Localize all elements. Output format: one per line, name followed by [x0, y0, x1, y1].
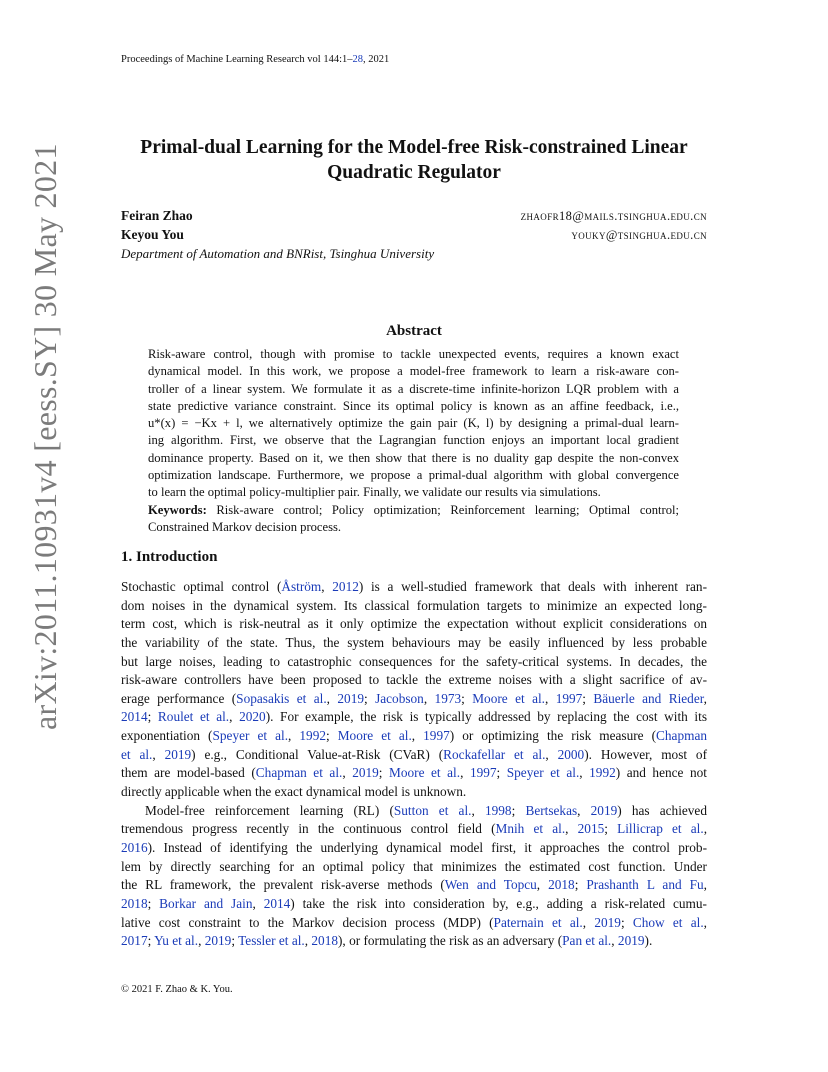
text-run: , — [703, 877, 707, 893]
text-run: , — [703, 914, 707, 930]
citation-link[interactable]: 2018 — [548, 877, 575, 893]
text-line — [121, 895, 707, 914]
citation-link[interactable]: 2016 — [121, 839, 148, 855]
author-email[interactable]: youky@tsinghua.edu.cn — [571, 228, 707, 242]
text-run: them are model-based ( — [121, 765, 256, 781]
citation-link[interactable]: Wen and Topcu — [444, 877, 537, 893]
abstract-line: to learn the optimal policy-multiplier pair. Finally, we validate our results via simulations. — [148, 485, 601, 500]
citation-link[interactable]: 2019 — [352, 765, 379, 781]
citation-link[interactable]: 2019 — [337, 690, 364, 706]
abstract-body — [148, 346, 679, 536]
text-run: ), or formulating the risk as an adversary ( — [338, 933, 563, 949]
text-run: ; — [604, 821, 618, 837]
citation-link[interactable]: 2018 — [121, 895, 148, 911]
affiliation: Department of Automation and BNRist, Tsinghua University — [121, 246, 435, 261]
citation-link[interactable]: Speyer et al. — [506, 765, 580, 781]
citation-link[interactable]: Pan et al. — [562, 933, 612, 949]
text-line — [121, 932, 707, 951]
text-line — [121, 839, 707, 858]
text-line — [121, 746, 707, 765]
abstract-line: dominance property. Based on it, we then show that there is no duality gap despite the non-convex — [148, 450, 679, 465]
text-run: lative cost constraint to the Markov decision process (MDP) ( — [121, 914, 494, 930]
citation-link[interactable]: et al. — [121, 746, 153, 762]
text-run: term cost, which is risk-neutral as it only optimize the expectation without explicit considerations on — [121, 616, 707, 632]
citation-link[interactable]: Jacobson — [375, 690, 424, 706]
text-run: , — [536, 877, 549, 893]
citation-link[interactable]: 2019 — [590, 802, 618, 818]
citation-link[interactable]: 1997 — [555, 690, 583, 706]
section-heading-introduction: 1. Introduction — [121, 549, 218, 565]
citation-link[interactable]: 1998 — [484, 802, 512, 818]
citation-link[interactable]: Paternain et al. — [493, 914, 583, 930]
text-line — [121, 783, 707, 802]
text-run: , — [342, 765, 353, 781]
text-run: , — [471, 802, 485, 818]
citation-link[interactable]: 2019 — [164, 746, 192, 762]
text-run: ; — [147, 933, 155, 949]
citation-link[interactable]: 2012 — [332, 579, 359, 594]
text-run: , — [229, 709, 240, 725]
text-run: , — [198, 933, 205, 949]
citation-link[interactable]: Borkar and Jain — [159, 895, 253, 911]
text-run: ). Instead of identifying the underlying dynamical model first, it approaches the control prob- — [147, 839, 707, 855]
text-run: , — [288, 728, 300, 744]
text-run: ; — [511, 802, 526, 818]
title-line-1: Primal-dual Learning for the Model-free Risk-constrained Linear — [140, 137, 688, 158]
introduction-body — [121, 578, 707, 951]
citation-link[interactable]: Chow et al. — [632, 914, 704, 930]
text-run: , — [544, 690, 556, 706]
text-run: , — [423, 690, 435, 706]
citation-link[interactable]: Moore et al. — [389, 765, 461, 781]
abstract-line: troller of a linear system. We formulate it as a discrete-time infinite-horizon LQR problem with a — [148, 381, 679, 396]
page-range-link[interactable]: 28 — [352, 54, 364, 65]
abstract-line: state predictive variance constraint. Since its optimal policy is known as an affine feedback, i.e., — [148, 398, 679, 413]
text-run: Stochastic optimal control ( — [121, 579, 282, 594]
text-run: , — [326, 690, 338, 706]
author-1 — [121, 208, 707, 226]
text-run: the variability of the state. Thus, the system behaviours may be easily influenced by less probable — [121, 634, 707, 650]
text-run: ) e.g., Conditional Value-at-Risk (CVaR) ( — [191, 746, 444, 762]
author-2 — [121, 227, 707, 245]
text-run: dom noises in the dynamical system. Its classical formulation targets to minimize an expected long- — [121, 597, 707, 613]
citation-link[interactable]: 2015 — [577, 821, 605, 837]
abstract-line: Risk-aware control, though with promise to tackle unexpected events, requires a known exact — [148, 347, 679, 361]
citation-link[interactable]: Sopasakis et al. — [236, 690, 327, 706]
text-line — [121, 876, 707, 895]
arxiv-sidebar-stamp: arXiv:2011.10931v4 [eess.SY] 30 May 2021 — [27, 143, 63, 730]
text-run: ; — [496, 765, 507, 781]
text-run: , — [545, 746, 558, 762]
author-name: Feiran Zhao — [121, 208, 193, 223]
paper-title — [121, 135, 707, 185]
text-run: but large noises, leading to catastrophic consequences for the safety-critical systems. In decades, the — [121, 653, 707, 669]
keywords-line: Constrained Markov decision process. — [148, 519, 342, 534]
text-run: ). For example, the risk is typically addressed by replacing the cost with its — [265, 709, 707, 725]
text-run: ). — [644, 933, 653, 949]
citation-link[interactable]: 2014 — [263, 895, 291, 911]
citation-link[interactable]: Bertsekas — [525, 802, 578, 818]
keywords-label: Keywords: — [148, 502, 207, 517]
citation-link[interactable]: 1992 — [299, 728, 326, 744]
citation-link[interactable]: 1997 — [423, 728, 450, 744]
text-line — [121, 671, 707, 690]
author-name: Keyou You — [121, 227, 184, 242]
text-run: , — [460, 765, 470, 781]
text-run: , — [579, 765, 590, 781]
text-run: ; — [582, 690, 594, 706]
text-run: ). However, most of — [584, 746, 708, 762]
citation-link[interactable]: 1992 — [589, 765, 616, 781]
text-run: lem by directly searching for an optimal policy that minimizes the estimated cost function. Under — [121, 858, 707, 874]
citation-link[interactable]: Moore et al. — [337, 728, 412, 744]
title-line-2: Quadratic Regulator — [327, 162, 501, 183]
header-text: Proceedings of Machine Learning Research vol 144:1– — [121, 54, 353, 65]
author-email[interactable]: zhaofr18@mails.tsinghua.edu.cn — [520, 209, 707, 223]
keywords-line — [148, 502, 679, 519]
text-line — [121, 820, 707, 839]
citation-link[interactable]: 1973 — [434, 690, 462, 706]
citation-link[interactable]: 2014 — [121, 709, 148, 725]
text-line — [121, 858, 707, 877]
text-run: ; — [147, 895, 160, 911]
text-line — [121, 708, 707, 727]
text-run: ) and hence not — [615, 765, 707, 781]
text-run: tremendous progress recently in the continuous control field ( — [121, 821, 496, 837]
abstract-line: optimization landscape. Furthermore, we propose a primal-dual algorithm with global convergence — [148, 468, 679, 483]
text-run: ; — [147, 709, 158, 725]
citation-link[interactable]: Mnih et al. — [495, 821, 566, 837]
citation-link[interactable]: 2017 — [121, 933, 148, 949]
text-run: the RL framework, the prevalent risk-averse methods ( — [121, 877, 445, 893]
text-run: ; — [620, 914, 633, 930]
citation-link[interactable]: Tessler et al. — [238, 933, 305, 949]
abstract-line: ing algorithm. First, we observe that the Lagrangian function enjoys an important local gradient — [148, 433, 679, 448]
text-run: ; — [326, 728, 338, 744]
text-run: ; — [574, 877, 587, 893]
abstract-line: dynamical model. In this work, we propose a model-free framework to learn a risk-aware con- — [148, 364, 679, 379]
citation-link[interactable]: 2020 — [239, 709, 266, 725]
citation-link[interactable]: 2019 — [594, 914, 621, 930]
text-line — [121, 690, 707, 709]
abstract-heading: Abstract — [386, 323, 442, 339]
citation-link[interactable]: Roulet et al. — [157, 709, 230, 725]
citation-link[interactable]: Prashanth L and Fu — [586, 877, 704, 893]
text-run: , — [703, 690, 707, 706]
paragraph-1 — [121, 578, 707, 802]
text-run: , — [411, 728, 424, 744]
running-header — [121, 54, 389, 65]
text-line — [121, 578, 707, 597]
text-run: ; — [461, 690, 473, 706]
text-run: ) take the risk into consideration by, e.g., adding a risk-related cumu- — [290, 895, 707, 911]
text-run: directly applicable when the exact dynamical model is unknown. — [121, 784, 467, 800]
text-run: ) has achieved — [617, 802, 707, 818]
citation-link[interactable]: 2019 — [204, 933, 232, 949]
text-run: ; — [378, 765, 390, 781]
citation-link[interactable]: 2019 — [617, 933, 645, 949]
text-run: , — [252, 895, 264, 911]
text-line — [121, 802, 707, 821]
copyright-footer: © 2021 F. Zhao & K. You. — [121, 984, 233, 995]
text-run: , — [703, 821, 708, 837]
citation-link[interactable]: 2018 — [311, 933, 338, 949]
citation-link[interactable]: Yu et al. — [154, 933, 199, 949]
text-run: , — [152, 746, 165, 762]
text-run: risk-aware controllers have been proposed to tackle the extreme noises with a slight sacrifice of av- — [121, 672, 707, 688]
citation-link[interactable]: Chapman — [656, 728, 707, 744]
text-run: , — [321, 579, 333, 594]
citation-link[interactable]: 1997 — [469, 765, 497, 781]
text-line — [121, 727, 707, 746]
text-run: ; — [231, 933, 239, 949]
text-run: , — [582, 914, 595, 930]
text-line — [121, 914, 707, 933]
text-run: , — [611, 933, 618, 949]
text-run: , — [304, 933, 312, 949]
text-run: erage performance ( — [121, 690, 237, 706]
text-line — [121, 764, 707, 783]
citation-link[interactable]: Moore et al. — [472, 690, 545, 706]
citation-link[interactable]: 2000 — [557, 746, 585, 762]
header-year: , 2021 — [363, 54, 390, 65]
citation-link[interactable]: Åström — [281, 579, 322, 594]
citation-link[interactable]: Speyer et al. — [212, 728, 289, 744]
citation-link[interactable]: Lillicrap et al. — [617, 821, 704, 837]
text-run: ) is a well-studied framework that deals with inherent ran- — [358, 579, 707, 594]
text-run: , — [577, 802, 591, 818]
citation-link[interactable]: Sutton et al. — [393, 802, 472, 818]
paragraph-2 — [121, 802, 707, 951]
text-run: ; — [363, 690, 376, 706]
abstract-line: u*(x) = −Kx + l, we alternatively optimize the gain pair (K, l) by designing a primal-dual learn- — [148, 416, 679, 431]
text-run: ) or optimizing the risk measure ( — [449, 728, 657, 744]
text-line — [121, 597, 707, 616]
text-line — [121, 615, 707, 634]
keywords-text: Risk-aware control; Policy optimization; Reinforcement learning; Optimal control; — [216, 502, 679, 517]
citation-link[interactable]: Rockafellar et al. — [443, 746, 546, 762]
text-run: exponentiation ( — [121, 728, 213, 744]
text-run: Model-free reinforcement learning (RL) ( — [145, 802, 394, 818]
text-line — [121, 653, 707, 672]
text-run: , — [565, 821, 578, 837]
citation-link[interactable]: Bäuerle and Rieder — [593, 690, 704, 706]
citation-link[interactable]: Chapman et al. — [255, 765, 343, 781]
text-line — [121, 634, 707, 653]
